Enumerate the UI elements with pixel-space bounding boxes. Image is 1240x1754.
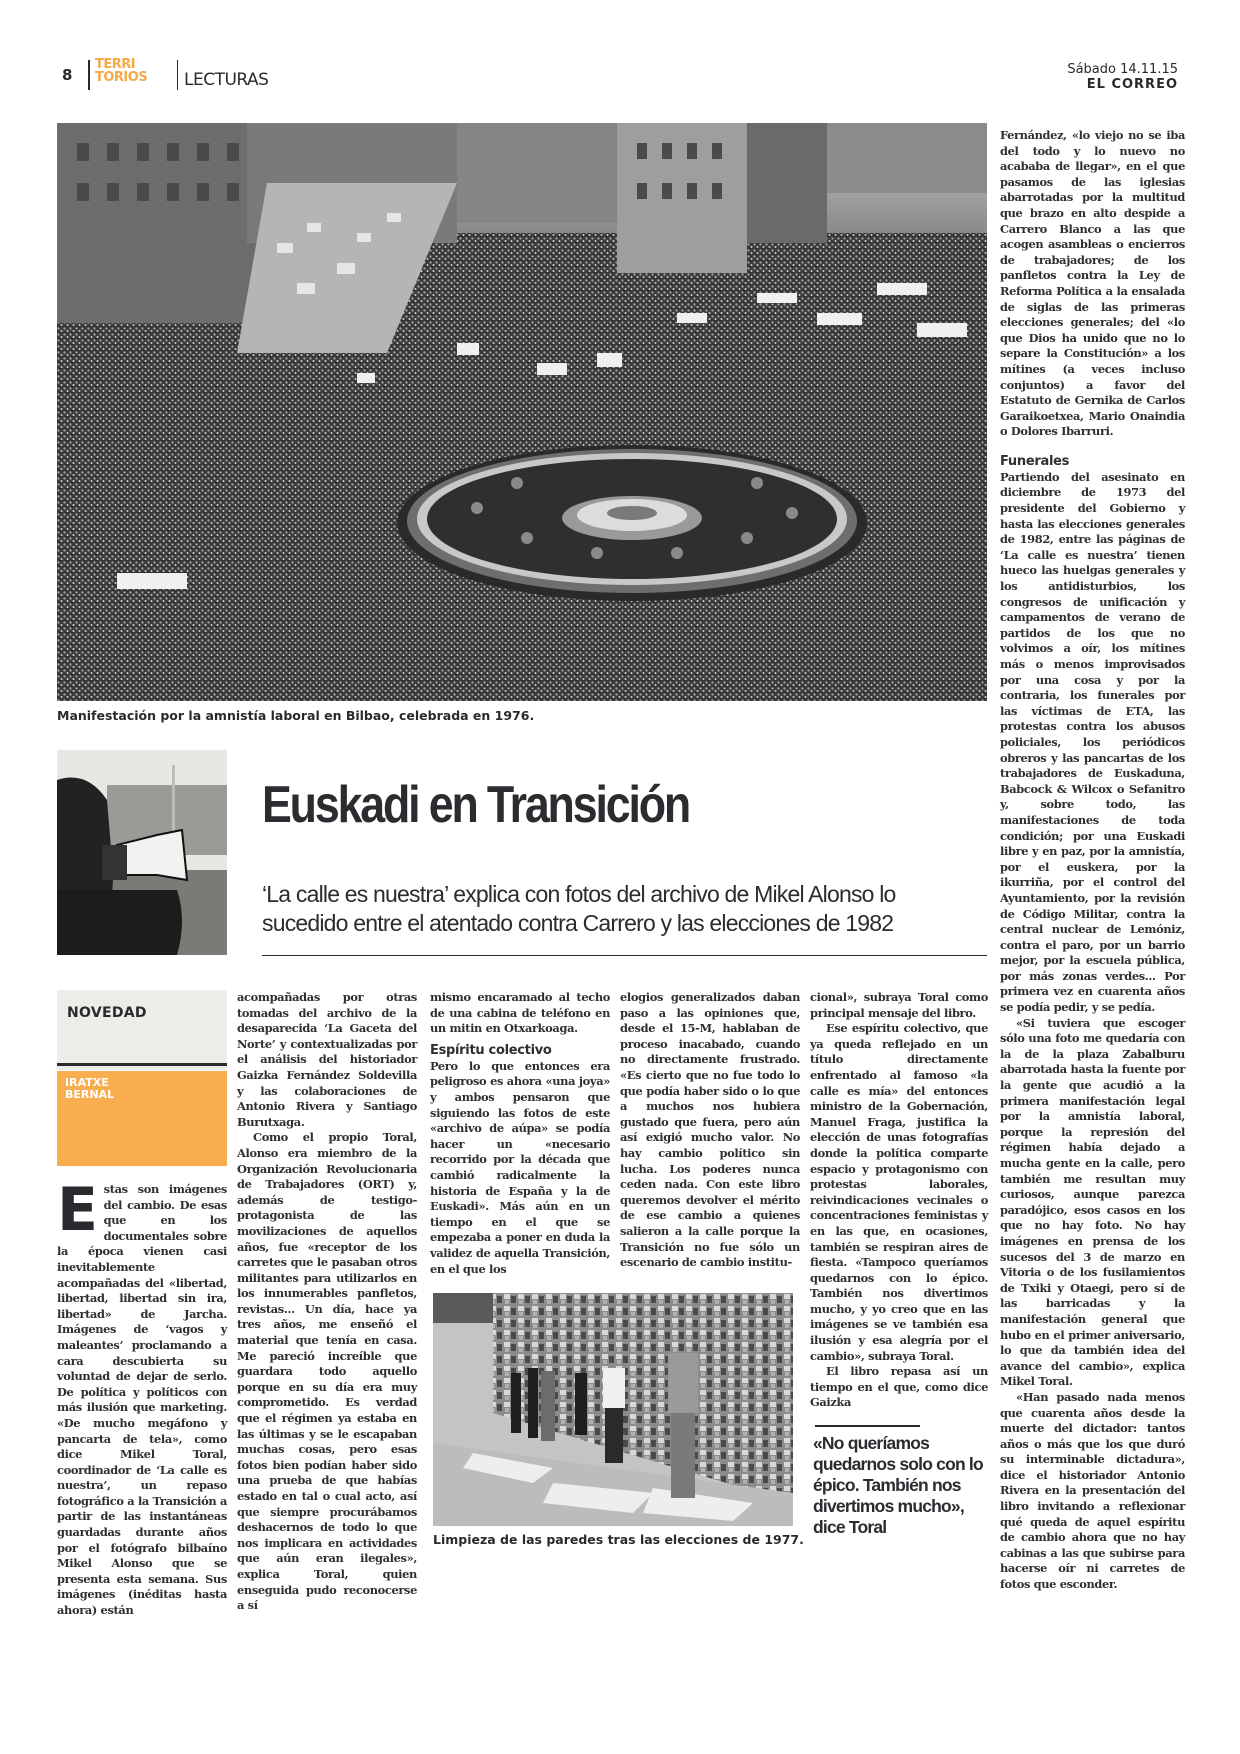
article-column-6 bbox=[1000, 128, 1185, 1593]
pullquote-rule bbox=[815, 1425, 920, 1427]
pullquote: «No queríamos quedarnos solo con lo épico. También nos divertimos mucho», dice Toral bbox=[813, 1433, 983, 1537]
kicker-label: NOVEDAD bbox=[67, 1005, 147, 1021]
section-logo-line1: TERRI bbox=[95, 57, 136, 72]
article-column-3 bbox=[430, 990, 610, 1277]
kicker-rule bbox=[57, 1063, 227, 1066]
paragraph: elogios generalizados daban paso a las opiniones que, desde el 15-M, hablaban de proceso inacabado, cuando no directamente frustrado. «Es cierto que no fue todo lo que podía haber sido o lo que a muchos nos hubiera gustado que fuera, pero aún así exigió mucho valor. No hay cambio político sin lucha. Los poderes nunca ceden nada. Con este libro queremos devolver el mérito de ese cambio a quienes salieron a la calle porque la Transición no fue sólo un escenario de cambio institu- bbox=[620, 990, 800, 1270]
paragraph: «Han pasado nada menos que cuarenta años desde la muerte del dictador: tantos años o más que los que duró su interminable dictadura», dice el historiador Antonio Rivera en la presentación del libro invitando a reflexionar qué queda de aquel espíritu de cambio ahora que no hay cabinas a las que subirse para hacerse oír ni carretes de fotos que esconder. bbox=[1000, 1389, 1185, 1592]
paragraph: acompañadas por otras tomadas del archivo de la desaparecida ‘La Gaceta del Norte’ y contextualizadas por el análisis del historiador Gaizka Fernández Soldevilla y las colaboraciones de Antonio Rivera y Santiago Burutxaga. bbox=[237, 990, 417, 1129]
paragraph: Partiendo del asesinato en diciembre de 1973 del presidente del Gobierno y hasta las elecciones generales de 1982, entre las páginas de ‘La calle es nuestra’ tienen hueco las huelgas generales y los antidisturbios, los congresos de unificación y campamentos de verano de partidos de los que no volvimos a oír, los mítines más o menos improvisados por una cosa y por la contraria, los funerales por las víctimas de ETA, las protestas contra los abusos policiales, los periódicos obreros y las pancartas de los trabajadores de Euskaduna, Babcock & Wilcox o Sefanitro y, sobre todo, las manifestaciones de toda condición; por una Euskadi libre y en paz, por la amnistía, por el euskera, por la ikurriña, por el control del Ayuntamiento, por la revisión de Código Militar, contra la central nuclear de Lemóniz, contra el paro, por un barrio mejor, por la escuela pública, por más zonas verdes... Por primera vez en cuarenta años se podía pedir, y se pedía. bbox=[1000, 469, 1185, 1015]
byline-first-name: IRATXE bbox=[65, 1076, 109, 1089]
second-photo-caption: Limpieza de las paredes tras las elecciones de 1977. bbox=[433, 1532, 804, 1547]
wall-cleaning-photo bbox=[433, 1293, 793, 1526]
paragraph: Fernández, «lo viejo no se iba del todo y lo nuevo no acababa de llegar», en el que pasamos de las iglesias abarrotadas por la multitud que brazo en alto despide a Carrero Blanco a las que acogen asambleas o encierros de trabajadores; de los panfletos contra la Ley de Reforma Política a la ensalada de siglas de las primeras elecciones generales; del «lo que Dios ha unido que no lo separe la Constitución» a los mítines (a veces incluso conjuntos) a favor del Estatuto de Gernika de Carlos Garaikoetxea, Mario Onaindia o Dolores Ibarruri. bbox=[1000, 128, 1185, 439]
newspaper-name: EL CORREO bbox=[1086, 77, 1178, 92]
section-logo bbox=[95, 58, 147, 84]
paragraph: Como el propio Toral, Alonso era miembro de la Organización Revolucionaria de Trabajadores (ORT) y, además de testigo-protagonista de las movilizaciones de aquellos años, fue «receptor de los carretes que le pasaban otros militantes para utilizarlos en los innumerables panfletos, revistas... Un día, hace ya tres años, me enseñó el material que tenía en casa. Me pareció increíble que guardara todo aquello porque en su día era muy comprometido. Es verdad que el régimen ya estaba en las últimas y se le escapaban muchas cosas, pero esas fotos bien podían haber sido una prueba de que habías estado en tal o cual acto, así que siempre procurábamos deshacernos de todo lo que nos implicara en actividades que aún eran ilegales», explica Toral, quien enseguida pudo reconocerse a sí bbox=[237, 1130, 417, 1613]
paragraph: mismo encaramado al techo de una cabina de teléfono en un mitin en Otxarkoaga. bbox=[430, 990, 610, 1036]
article-column-1 bbox=[57, 1175, 227, 1619]
byline bbox=[65, 1077, 114, 1101]
headline: Euskadi en Transición bbox=[262, 776, 690, 834]
paragraph: stas son imágenes del cambio. De esas que en los documentales sobre la época vienen casi inevitablemente acompañadas del «libertad, libertad, libertad sin ira, libertad» de Jarcha. Imágenes de ‘vagos y maleantes’ proclamando a cara descubierta su voluntad de dejar de serlo. De política y políticos con más ilusión que marketing. «De mucho megáfono y pancarta de tela», como dice Mikel Toral, coordinador de ‘La calle es nuestra’, un repaso fotográfico a la Transición a partir de las instantáneas guardadas durante años por el fotógrafo bilbaíno Mikel Alonso que se presenta esta semana. Sus imágenes (inéditas hasta ahora) están bbox=[57, 1182, 227, 1618]
paragraph: «Si tuviera que escoger sólo una foto me quedaría con la de la plaza Zabalburu abarrotada hasta la fuente por la gente que acudió a la primera manifestación legal por la amnistía laboral, porque la represión del régimen había dejado a mucha gente en la calle, pero también me resultan muy curiosos, aunque parezca paradójico, esos casos en los que no hay foto. No hay imágenes en prensa de los sucesos del 3 de marzo en Vitoria o de los fusilamientos de Txiki y Otaegi, pero sí de las barricadas y la manifestación general que hubo en el primer aniversario, lo que da también idea del avance del cambio», explica Mikel Toral. bbox=[1000, 1015, 1185, 1389]
paragraph: Ese espíritu colectivo, que ya queda reflejado en un título directamente enfrentado al famoso «la calle es mía» del entonces ministro de la Gobernación, Manuel Fraga, justifica la elección de unas fotografías donde la política comparte espacio y protagonismo con protestas laborales, reivindicaciones vecinales o concentraciones feministas y en las que, en ocasiones, también se respiran aires de fiesta. «Tampoco queríamos quedarnos con lo épico. También nos divertimos mucho, y yo creo que en las imágenes se ve también esa ilusión y esa alegría por el cambio», subraya Toral. bbox=[810, 1021, 988, 1363]
headline-rule bbox=[262, 955, 987, 956]
article-column-4 bbox=[620, 990, 800, 1271]
section-heading-espiritu: Espíritu colectivo bbox=[430, 1042, 552, 1058]
article-column-2 bbox=[237, 990, 417, 1614]
main-photo-crowd-plaza bbox=[57, 123, 987, 701]
subheadline: ‘La calle es nuestra’ explica con fotos del archivo de Mikel Alonso lo sucedido entre el atentado contra Carrero y las elecciones de 1982 bbox=[262, 881, 896, 936]
paragraph: cional», subraya Toral como principal mensaje del libro. bbox=[810, 990, 988, 1020]
article-column-5 bbox=[810, 990, 988, 1411]
header-divider bbox=[177, 60, 178, 90]
kicker-box bbox=[57, 990, 227, 1070]
header-divider bbox=[88, 60, 90, 90]
page-number: 8 bbox=[62, 66, 73, 84]
paragraph: El libro repasa así un tiempo en el que, como dice Gaizka bbox=[810, 1364, 988, 1410]
byline-last-name: BERNAL bbox=[65, 1088, 115, 1101]
section-name: LECTURAS bbox=[184, 70, 269, 90]
megaphone-photo bbox=[57, 750, 227, 955]
drop-cap: E bbox=[57, 1175, 98, 1245]
section-logo-line2: TORIOS bbox=[95, 70, 148, 85]
main-photo-caption: Manifestación por la amnistía laboral en Bilbao, celebrada en 1976. bbox=[57, 708, 535, 723]
issue-date: Sábado 14.11.15 bbox=[1067, 62, 1178, 77]
paragraph: Pero lo que entonces era peligroso es ahora «una joya» y ambos pensaron que siguiendo las fotos de este «archivo de aúpa» se podía hacer un «necesario recorrido por la década que cambió radicalmente la historia de España y la de Euskadi». Más aún en un tiempo en el que se empezaba a poner en duda la validez de aquella Transición, en el que los bbox=[430, 1058, 610, 1276]
section-heading-funerales: Funerales bbox=[1000, 453, 1070, 469]
